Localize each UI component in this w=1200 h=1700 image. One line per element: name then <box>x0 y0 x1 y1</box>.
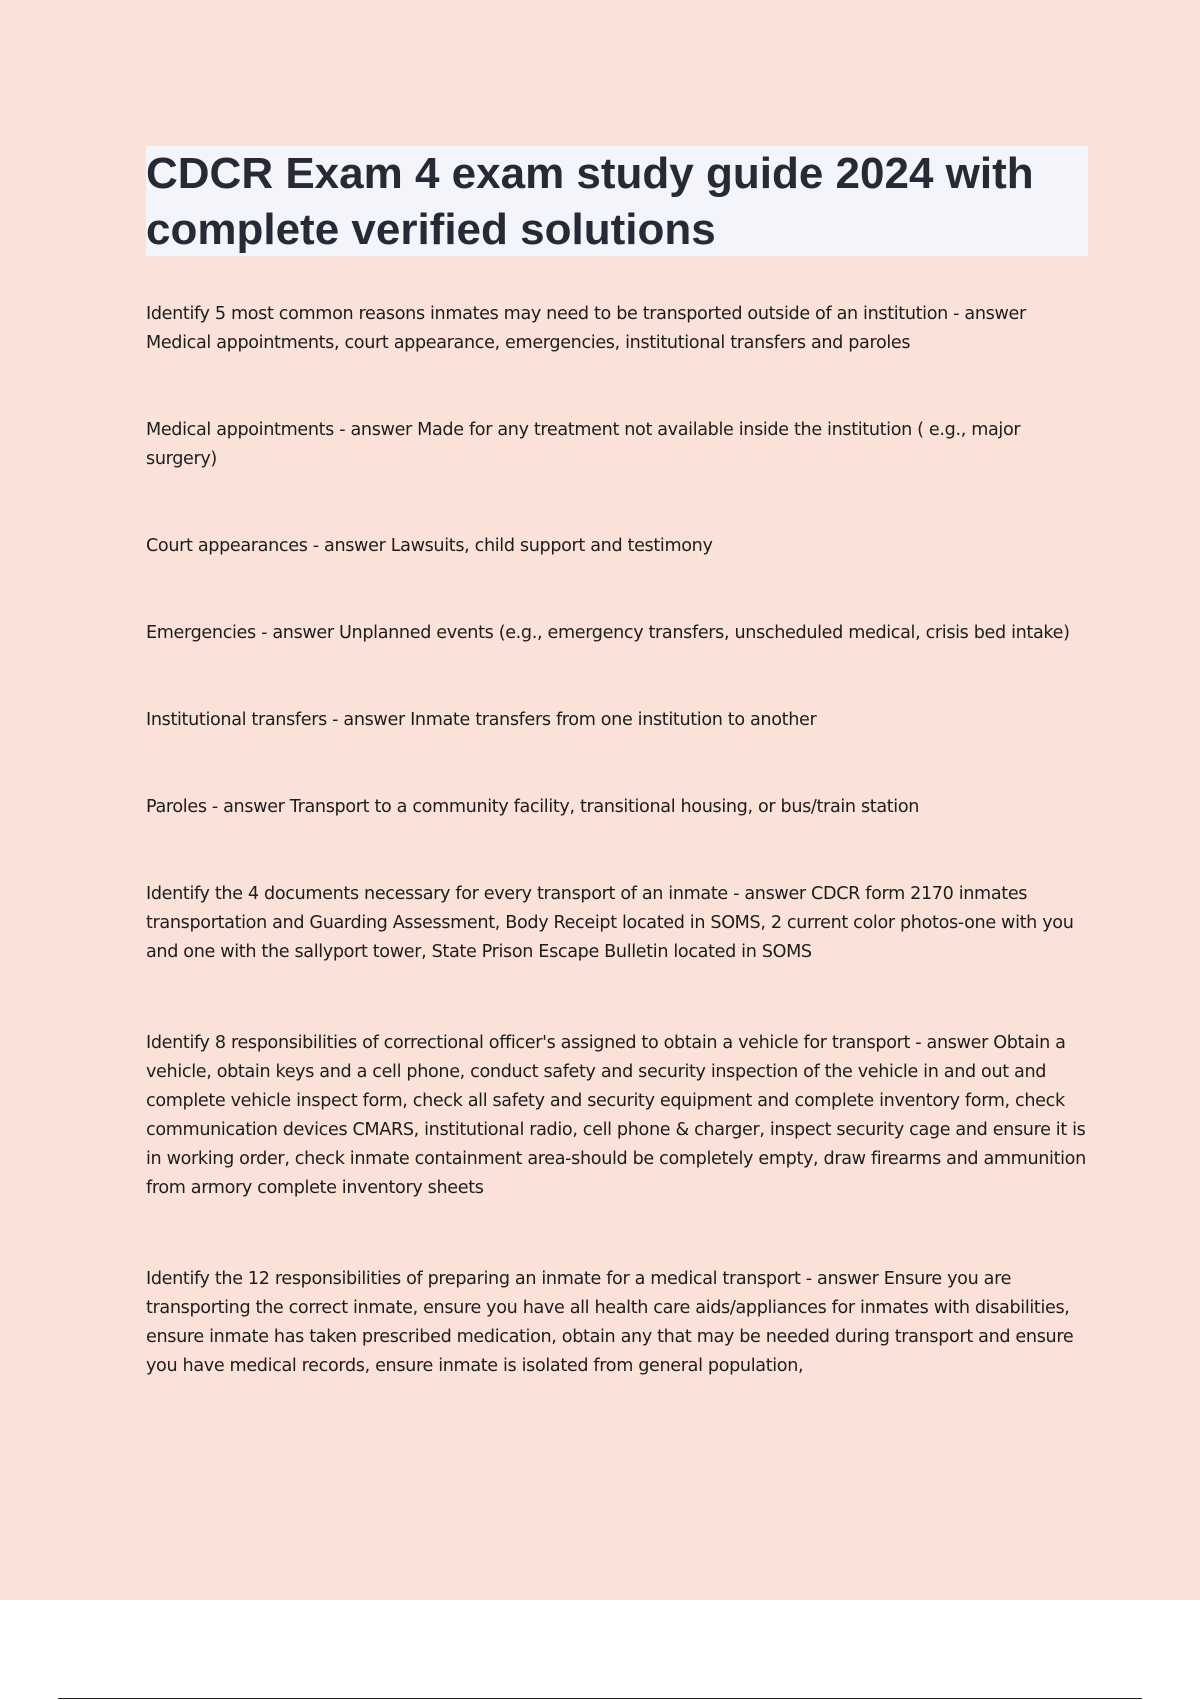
qa-entry-court-appearances: Court appearances - answer Lawsuits, child support and testimony <box>146 536 713 556</box>
qa-entry-paroles: Paroles - answer Transport to a community facility, transitional housing, or bus/train station <box>146 797 920 817</box>
qa-entry-emergencies: Emergencies - answer Unplanned events (e.g., emergency transfers, unscheduled medical, crisis bed intake) <box>146 623 1070 643</box>
document-title: CDCR Exam 4 exam study guide 2024 with complete verified solutions <box>146 149 1034 254</box>
qa-entry-institutional-transfers: Institutional transfers - answer Inmate transfers from one institution to another <box>146 710 817 730</box>
document-body <box>146 300 1088 1439</box>
footer-divider <box>58 1698 1142 1699</box>
title-block <box>146 146 1088 256</box>
qa-entry-reasons: Identify 5 most common reasons inmates may need to be transported outside of an institution - answer Medical appointments, court appearance, emergencies, institutional transfers and paroles <box>146 304 1026 353</box>
qa-entry-vehicle-responsibilities: Identify 8 responsibilities of correctional officer's assigned to obtain a vehicle for transport - answer Obtain a vehicle, obtain keys and a cell phone, conduct safety and security inspection of the vehicle in and out and complete vehicle inspect form, check all safety and security equipment and complete inventory form, check communication devices CMARS, institutional radio, cell phone & charger, inspect security cage and ensure it is in working order, check inmate containment area-should be completely empty, draw firearms and ammunition from armory complete inventory sheets <box>146 1033 1086 1198</box>
qa-entry-medical-transport-prep: Identify the 12 responsibilities of preparing an inmate for a medical transport - answer Ensure you are transporting the correct inmate, ensure you have all health care aids/appliances for inmates with disabilities, ensure inmate has taken prescribed medication, obtain any that may be needed during transport and ensure you have medical records, ensure inmate is isolated from general population, <box>146 1269 1074 1376</box>
qa-entry-medical-appointments: Medical appointments - answer Made for any treatment not available inside the institution ( e.g., major surgery) <box>146 420 1021 469</box>
qa-entry-transport-documents: Identify the 4 documents necessary for every transport of an inmate - answer CDCR form 2170 inmates transportation and Guarding Assessment, Body Receipt located in SOMS, 2 current color photos-one with you and one with the sallyport tower, State Prison Escape Bulletin located in SOMS <box>146 884 1074 962</box>
